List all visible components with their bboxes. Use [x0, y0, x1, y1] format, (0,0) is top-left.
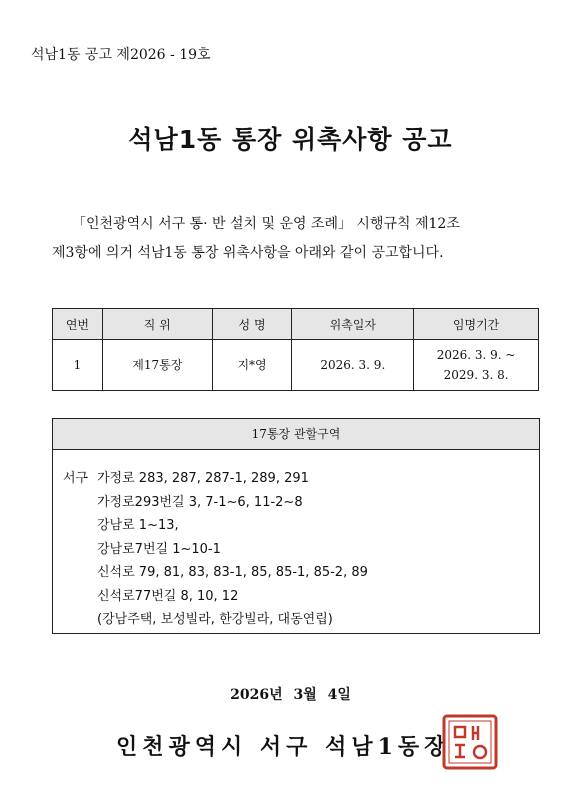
jurisdiction-list: [97, 467, 368, 632]
intro-paragraph: [44, 210, 544, 268]
cell-appointed-date: 2026. 3. 9.: [292, 340, 414, 391]
jurisdiction-line: 강남로 1~13,: [97, 518, 179, 533]
jurisdiction-line: 가정로 283, 287, 287-1, 289, 291: [97, 471, 309, 486]
table-header-row: [53, 309, 539, 340]
notice-number: 석남1동 공고 제2026 - 19호: [31, 47, 211, 63]
jurisdiction-box: [52, 418, 540, 634]
issuer-name: 인천광역시 서구 석남1동장: [116, 734, 451, 760]
cell-no: 1: [53, 340, 103, 391]
notice-date: 2026년 3월 4일: [230, 687, 351, 703]
header-term: 임명기간: [414, 309, 539, 340]
jurisdiction-line: 가정로293번길 3, 7-1~6, 11-2~8: [97, 494, 303, 510]
jurisdiction-line: 신석로77번길 8, 10, 12: [97, 588, 239, 604]
jurisdiction-line: 신석로 79, 81, 83, 83-1, 85, 85-1, 85-2, 89: [97, 565, 368, 580]
intro-line-2: 제3항에 의거 석남1동 통장 위촉사항을 아래와 같이 공고합니다.: [52, 245, 444, 261]
jurisdiction-prefix: 서구: [63, 471, 89, 486]
official-seal-icon: [440, 712, 500, 772]
intro-line-1: 「인천광역시 서구 통· 반 설치 및 운영 조례」 시행규칙 제12조: [72, 216, 460, 232]
page-title: 석남1동 통장 위촉사항 공고: [128, 125, 453, 154]
table-row: [53, 340, 539, 391]
cell-term: [414, 340, 539, 391]
term-start: 2026. 3. 9. ~: [436, 348, 516, 362]
header-appointed-date: 위촉일자: [292, 309, 414, 340]
jurisdiction-line: 강남로7번길 1~10-1: [97, 541, 221, 557]
header-position: 직 위: [102, 309, 212, 340]
term-end: 2029. 3. 8.: [443, 368, 509, 382]
jurisdiction-header: 17통장 관할구역: [53, 419, 539, 450]
cell-position: 제17통장: [102, 340, 212, 391]
header-no: 연번: [53, 309, 103, 340]
header-name: 성 명: [212, 309, 292, 340]
jurisdiction-line: (강남주택, 보성빌라, 한강빌라, 대동연립): [97, 612, 333, 627]
cell-name: 지*영: [212, 340, 292, 391]
appointment-table: [52, 308, 539, 391]
